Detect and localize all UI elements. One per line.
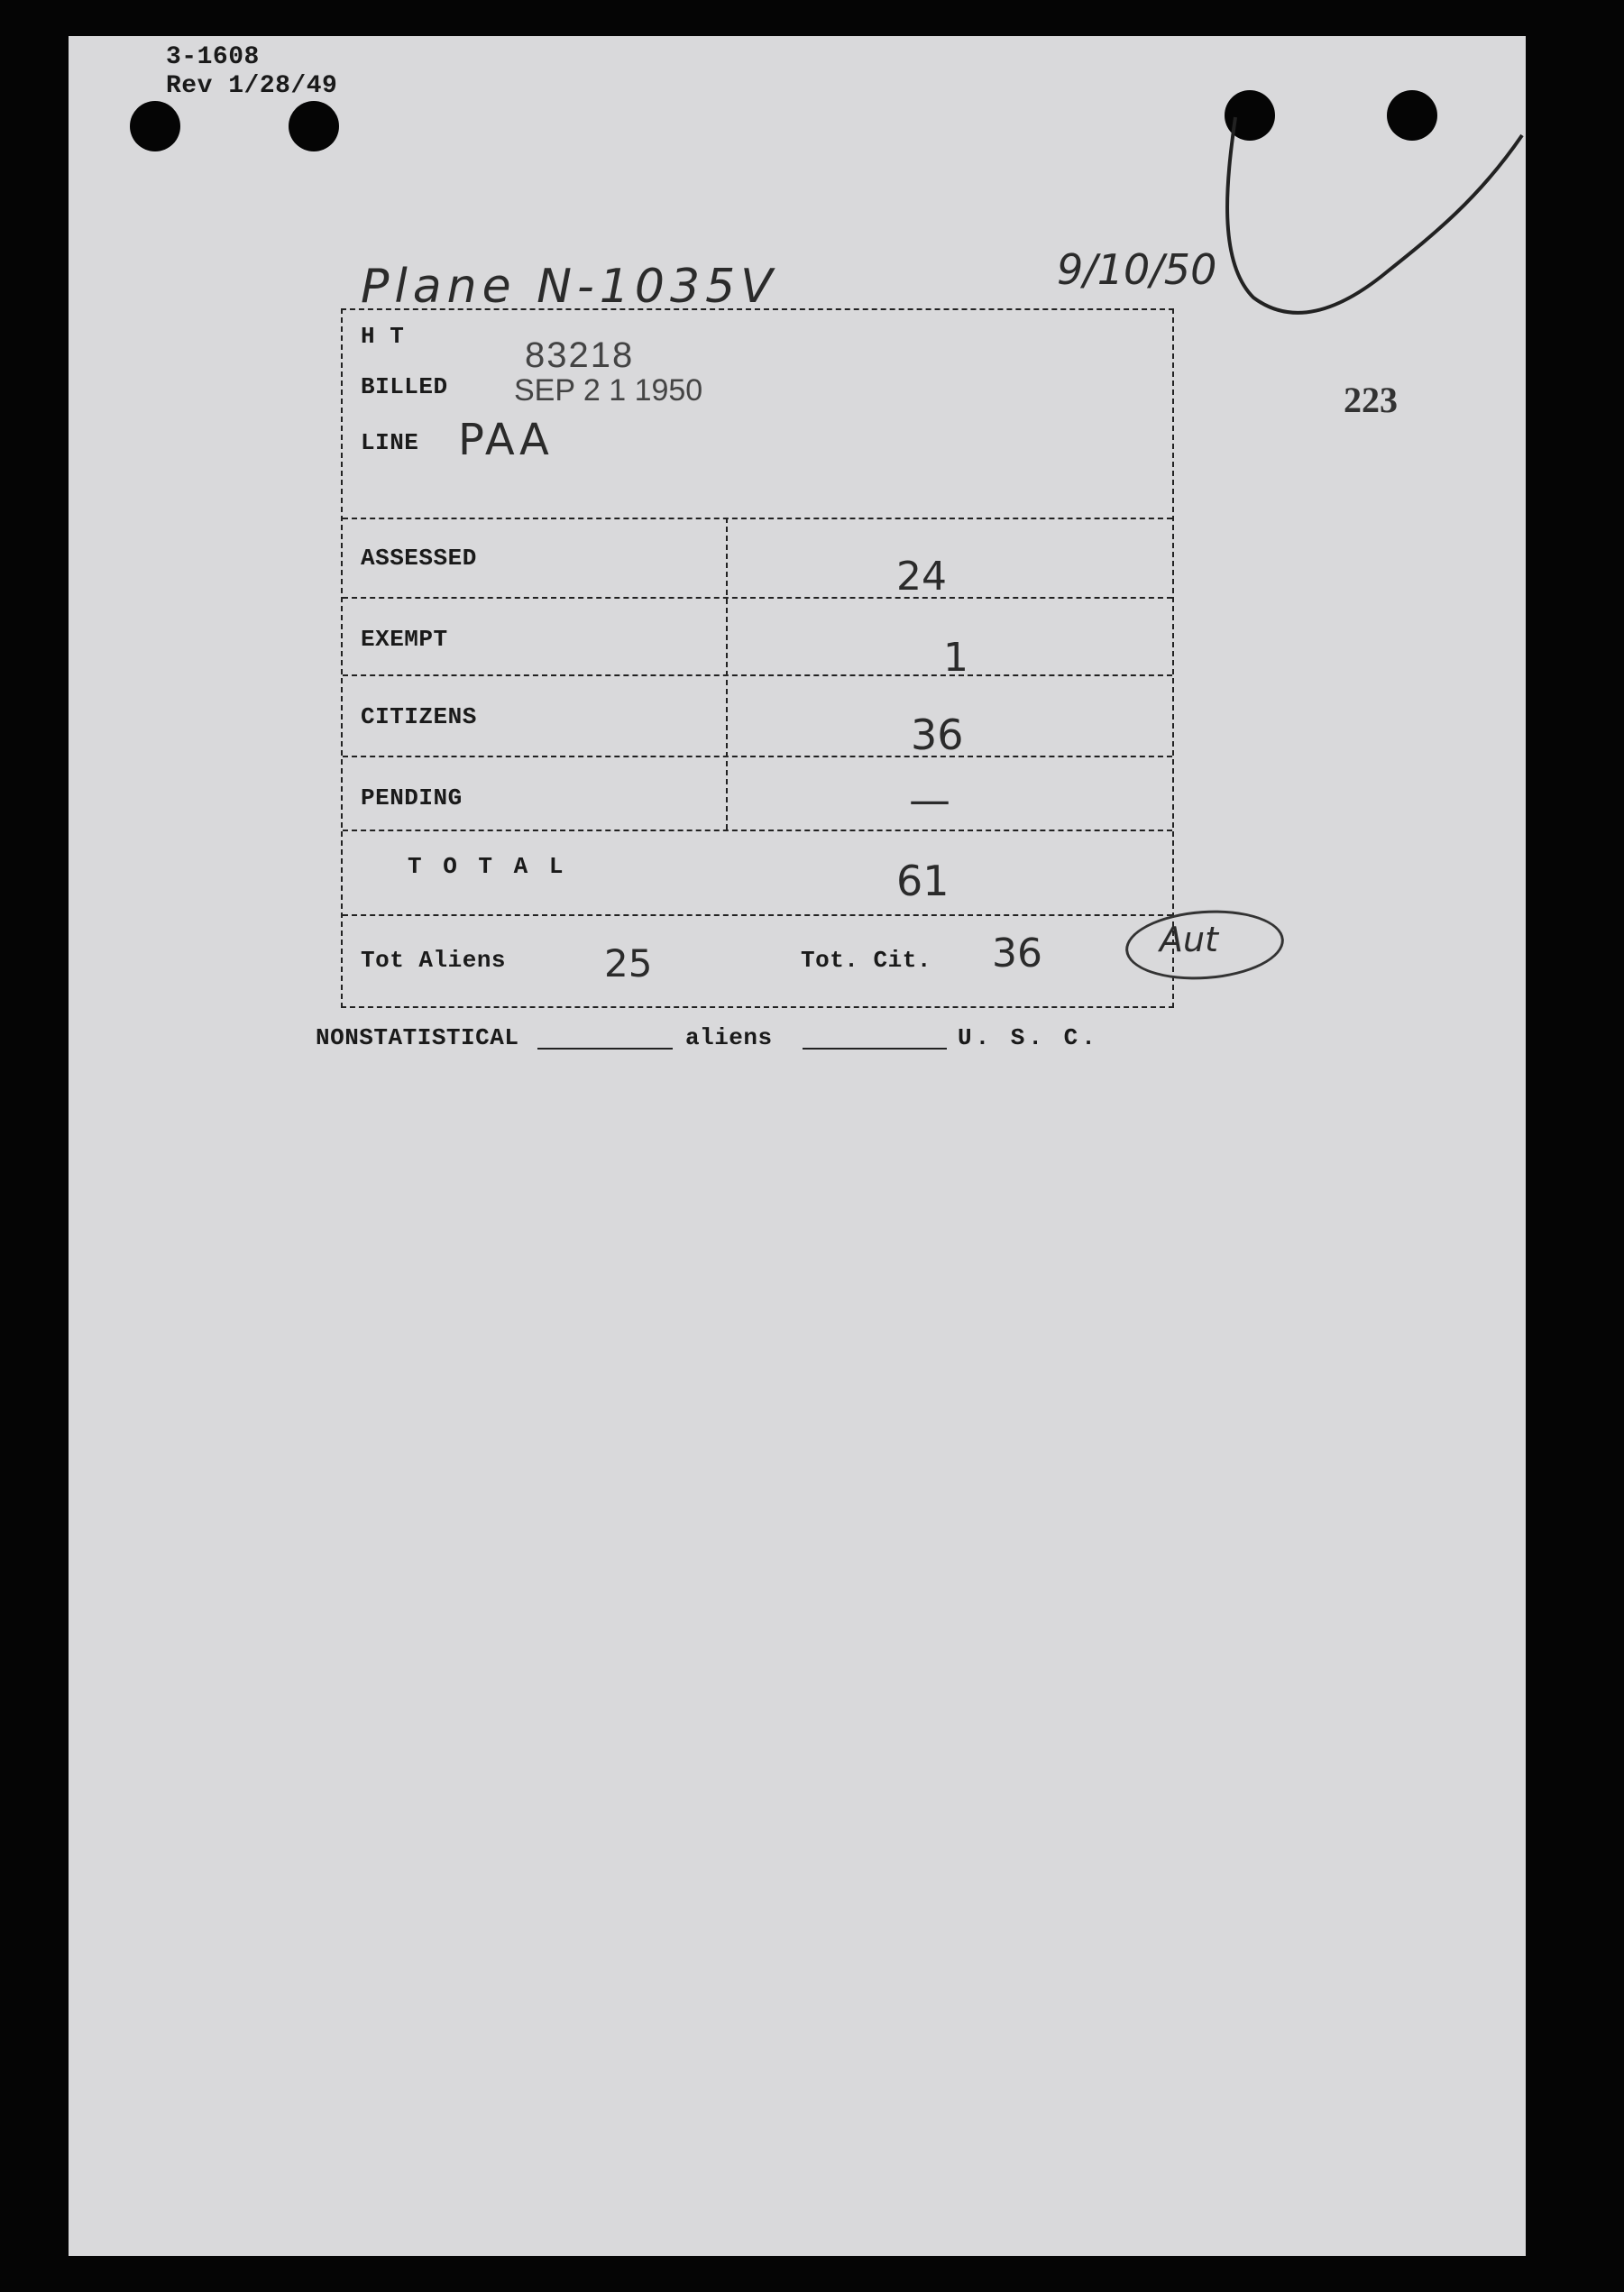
row-label-pending: PENDING <box>361 784 463 811</box>
total-value: 61 <box>896 857 950 905</box>
row-label-citizens: CITIZENS <box>361 703 477 730</box>
column-divider <box>726 518 728 830</box>
punch-hole <box>130 101 180 151</box>
tot-aliens-value: 25 <box>604 941 653 986</box>
usc-label: U. S. C. <box>958 1024 1099 1051</box>
tot-aliens-label: Tot Aliens <box>361 947 507 974</box>
form-box <box>341 308 1174 1008</box>
punch-hole <box>289 101 339 151</box>
page-number: 223 <box>1344 380 1398 420</box>
row-divider <box>343 914 1172 916</box>
row-label-exempt: EXEMPT <box>361 626 448 653</box>
ht-number-stamp: 83218 <box>525 335 635 375</box>
pen-mark <box>1208 108 1533 334</box>
nonstatistical-blank <box>537 1048 673 1050</box>
line-label: LINE <box>361 429 419 456</box>
line-value: PAA <box>458 415 553 465</box>
total-label: T O T A L <box>408 853 567 880</box>
section-divider <box>343 518 1172 519</box>
handwritten-plane: Plane N-1035V <box>361 260 778 314</box>
row-divider <box>343 756 1172 757</box>
handwritten-date: 9/10/50 <box>1057 245 1217 294</box>
row-divider <box>343 674 1172 676</box>
row-value-citizens: 36 <box>911 711 964 759</box>
row-divider <box>343 597 1172 599</box>
row-value-pending: — <box>909 775 950 824</box>
billed-label: BILLED <box>361 373 448 400</box>
form-revision: Rev 1/28/49 <box>166 72 338 100</box>
form-number: 3-1608 <box>166 43 260 71</box>
billed-date-stamp: SEP 2 1 1950 <box>514 373 703 408</box>
nonstatistical-label: NONSTATISTICAL <box>316 1024 519 1051</box>
tot-cit-value: 36 <box>992 931 1042 976</box>
row-value-exempt: 1 <box>943 635 968 681</box>
row-divider <box>343 830 1172 831</box>
tot-cit-label: Tot. Cit. <box>801 947 931 974</box>
row-label-assessed: ASSESSED <box>361 545 477 572</box>
row-value-assessed: 24 <box>896 554 947 600</box>
aliens-blank <box>803 1048 947 1050</box>
ht-label: H T <box>361 323 405 350</box>
handwritten-initials: Aut <box>1160 920 1218 959</box>
footer-aliens-label: aliens <box>685 1024 773 1051</box>
